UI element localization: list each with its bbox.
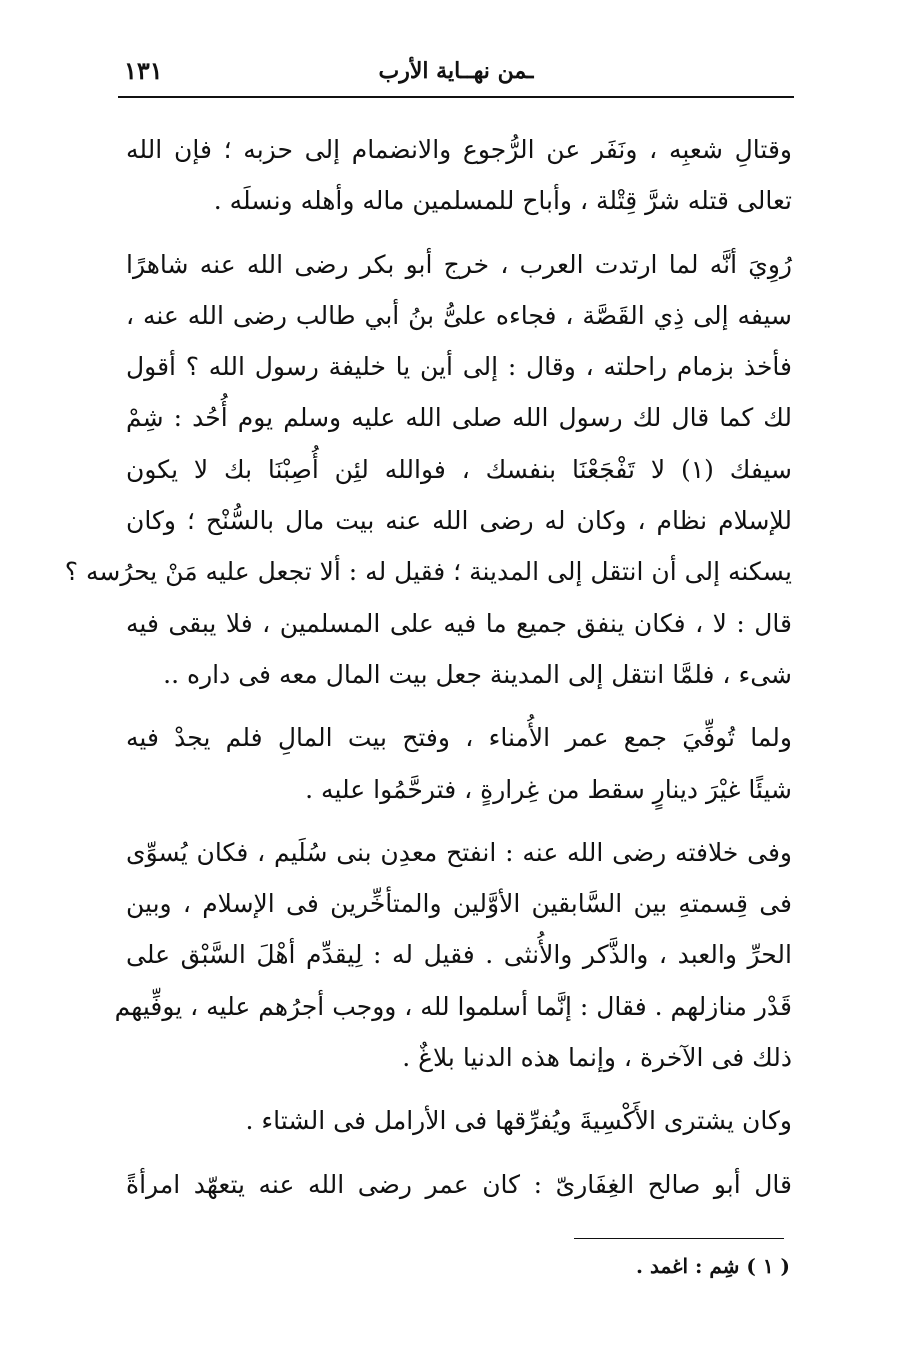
text-line: قَدْر منازلهم . فقال : إنَّما أسلموا لله ، ووجب أجرُهم عليه ، يوفِّيهم <box>114 991 792 1021</box>
text-line: فأخذ بزمام راحلته ، وقال : إلى أين يا خليفة رسول الله ؟ أقول <box>126 352 792 382</box>
text-line: وفى خلافته رضى الله عنه : انفتح معدِن بنى سُلَيم ، فكان يُسوِّى <box>126 837 792 867</box>
paragraph <box>114 827 792 1083</box>
paragraph <box>126 1159 792 1210</box>
footnote-rule <box>574 1238 784 1239</box>
text-line: وكان يشترى الأَكْسِيةَ ويُفرِّقها فى الأرامل فى الشتاء . <box>245 1106 792 1136</box>
text-line: سيفك (١) لا تَفْجَعْنَا بنفسك ، فوالله لئِن أُصِبْنَا بك لا يكون <box>126 454 792 484</box>
text-line: الحرِّ والعبد ، والذَّكر والأُنثى . فقيل له : لِيقدِّم أهْلَ السَّبْق على <box>126 940 792 970</box>
page-number: ١٣١ <box>124 56 163 85</box>
running-title: ـمن نهــاية الأرب <box>378 58 534 84</box>
paragraph <box>126 712 792 815</box>
text-line: شىء ، فلمَّا انتقل إلى المدينة جعل بيت المال معه فى داره .. <box>163 659 792 689</box>
text-line: تعالى قتله شرَّ قِتْلة ، وأباح للمسلمين ماله وأهله ونسلَه . <box>213 186 792 216</box>
text-line: فى قِسمتهِ بين السَّابقين الأوَّلين والمتأخِّرين فى الإسلام ، وبين <box>126 889 792 919</box>
paragraph <box>126 124 792 227</box>
text-line: رُوِيَ أنَّه لما ارتدت العرب ، خرج أبو بكر رضى الله عنه شاهرًا <box>126 249 792 279</box>
footnote: ( ١ ) شِم : اغمد . <box>636 1254 790 1278</box>
text-line: لك كما قال لك رسول الله صلى الله عليه وسلم يوم أُحُد : شِمْ <box>126 403 792 433</box>
text-line: قال أبو صالح الغِفَارىّ : كان عمر رضى الله عنه يتعهّد امرأةً <box>126 1169 792 1199</box>
page-header <box>118 52 794 98</box>
text-line: قال : لا ، فكان ينفق جميع ما فيه على المسلمين ، فلا يبقى فيه <box>126 608 792 638</box>
text-line: وقتالِ شعبِه ، ونَفَر عن الرُّجوع والانضمام إلى حزبه ؛ فإن الله <box>126 135 792 164</box>
paragraph <box>64 239 792 701</box>
text-line: للإسلام نظام ، وكان له رضى الله عنه بيت مال بالسُّنْح ؛ وكان <box>126 506 792 536</box>
text-line: سيفه إلى ذِي القَصَّة ، فجاءه علىُّ بنُ أبي طالب رضى الله عنه ، <box>126 300 792 330</box>
main-text <box>64 124 792 1222</box>
text-line: يسكنه إلى أن انتقل إلى المدينة ؛ فقيل له : ألا تجعل عليه مَنْ يحرُسه ؟ <box>64 557 792 587</box>
text-line: ولما تُوفِّيَ جمع عمر الأُمناء ، وفتح بيت المالِ فلم يجدْ فيه <box>126 723 792 753</box>
text-line: شيئًا غيْرَ دينارٍ سقط من غِرارةٍ ، فترحَّمُوا عليه . <box>305 774 792 804</box>
text-line: ذلك فى الآخرة ، وإنما هذه الدنيا بلاغٌ . <box>402 1043 792 1073</box>
paragraph <box>126 1095 792 1146</box>
